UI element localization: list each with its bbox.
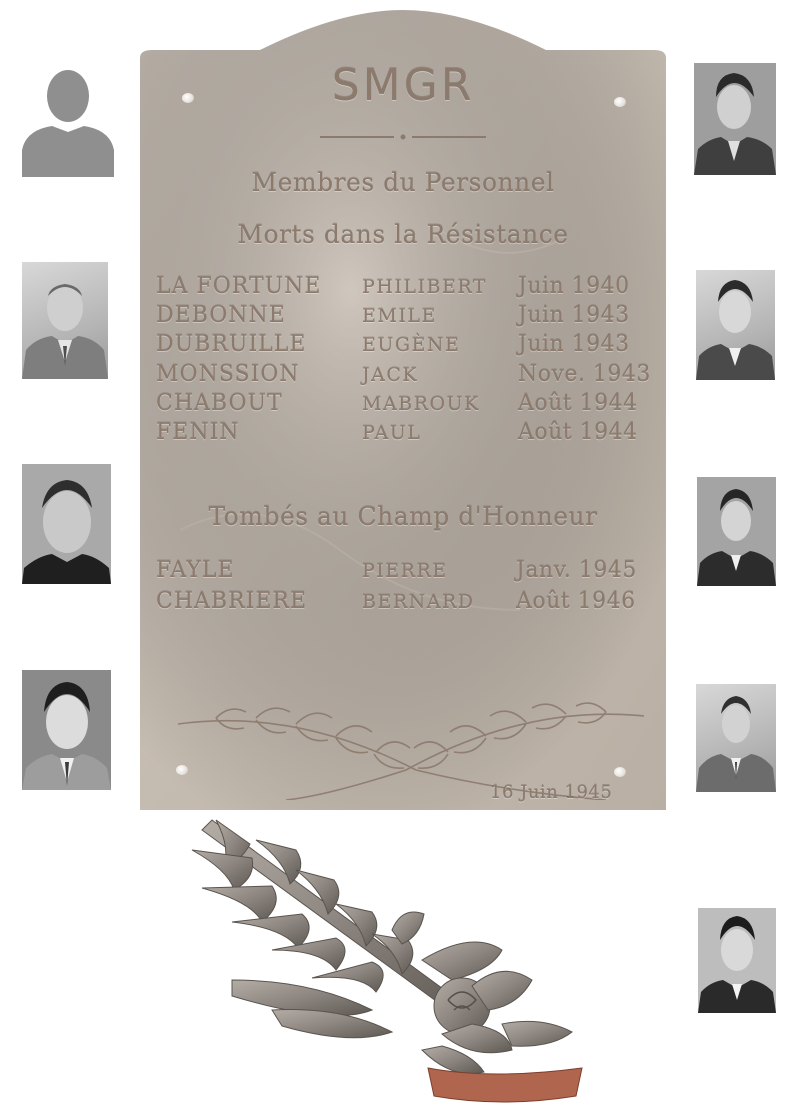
honor-date: Août 1944 (518, 391, 638, 416)
honor-name: MONSSION (156, 362, 300, 387)
honor-name: CHABRIERE (156, 589, 308, 614)
honor-name: LA FORTUNE (156, 274, 322, 299)
honor-name: FAYLE (156, 558, 235, 583)
honor-first-name: EUGÈNE (362, 334, 461, 356)
honor-first-name: PHILIBERT (362, 276, 487, 298)
plaque-subtitle-honneur: Tombés au Champ d'Honneur (208, 502, 598, 531)
bronze-ribbon (428, 1068, 582, 1102)
honor-date: Juin 1943 (518, 303, 630, 328)
honor-first-name: PIERRE (362, 560, 448, 582)
portrait-placeholder-silhouette (22, 58, 114, 177)
portrait-right-5 (698, 908, 776, 1013)
honor-name: CHABOUT (156, 391, 283, 416)
honor-date: Janv. 1945 (516, 558, 637, 583)
plaque-brand: SMGR (331, 60, 475, 111)
honor-date: Nove. 1943 (518, 362, 651, 387)
honor-name: FENIN (156, 420, 240, 445)
portrait-left-2 (22, 262, 108, 379)
honor-date: Août 1946 (516, 589, 636, 614)
honor-date: Juin 1943 (518, 332, 630, 357)
portrait-left-4 (22, 670, 111, 790)
silhouette-icon (22, 58, 114, 177)
honor-first-name: BERNARD (362, 591, 475, 613)
honor-first-name: EMILE (362, 305, 437, 327)
memorial-plaque (140, 10, 666, 810)
portrait-right-2 (696, 270, 775, 380)
honor-date: Juin 1940 (518, 274, 630, 299)
plaque-subtitle-resistance: Morts dans la Résistance (237, 220, 569, 249)
honor-name: DEBONNE (156, 303, 286, 328)
portrait-right-3 (697, 477, 776, 586)
honor-first-name: JACK (362, 364, 419, 386)
plaque-divider (320, 132, 486, 142)
portrait-right-1 (694, 63, 776, 175)
portrait-left-3 (22, 464, 111, 584)
honor-date: Août 1944 (518, 420, 638, 445)
bronze-palm-wreath-icon (172, 810, 602, 1110)
honor-first-name: MABROUK (362, 393, 480, 415)
honor-name: DUBRUILLE (156, 332, 307, 357)
honor-first-name: PAUL (362, 422, 422, 444)
plaque-subtitle-personnel: Membres du Personnel (251, 168, 555, 197)
plaque-inauguration-date: 16 Juin 1945 (490, 782, 613, 803)
portrait-right-4 (696, 684, 776, 792)
